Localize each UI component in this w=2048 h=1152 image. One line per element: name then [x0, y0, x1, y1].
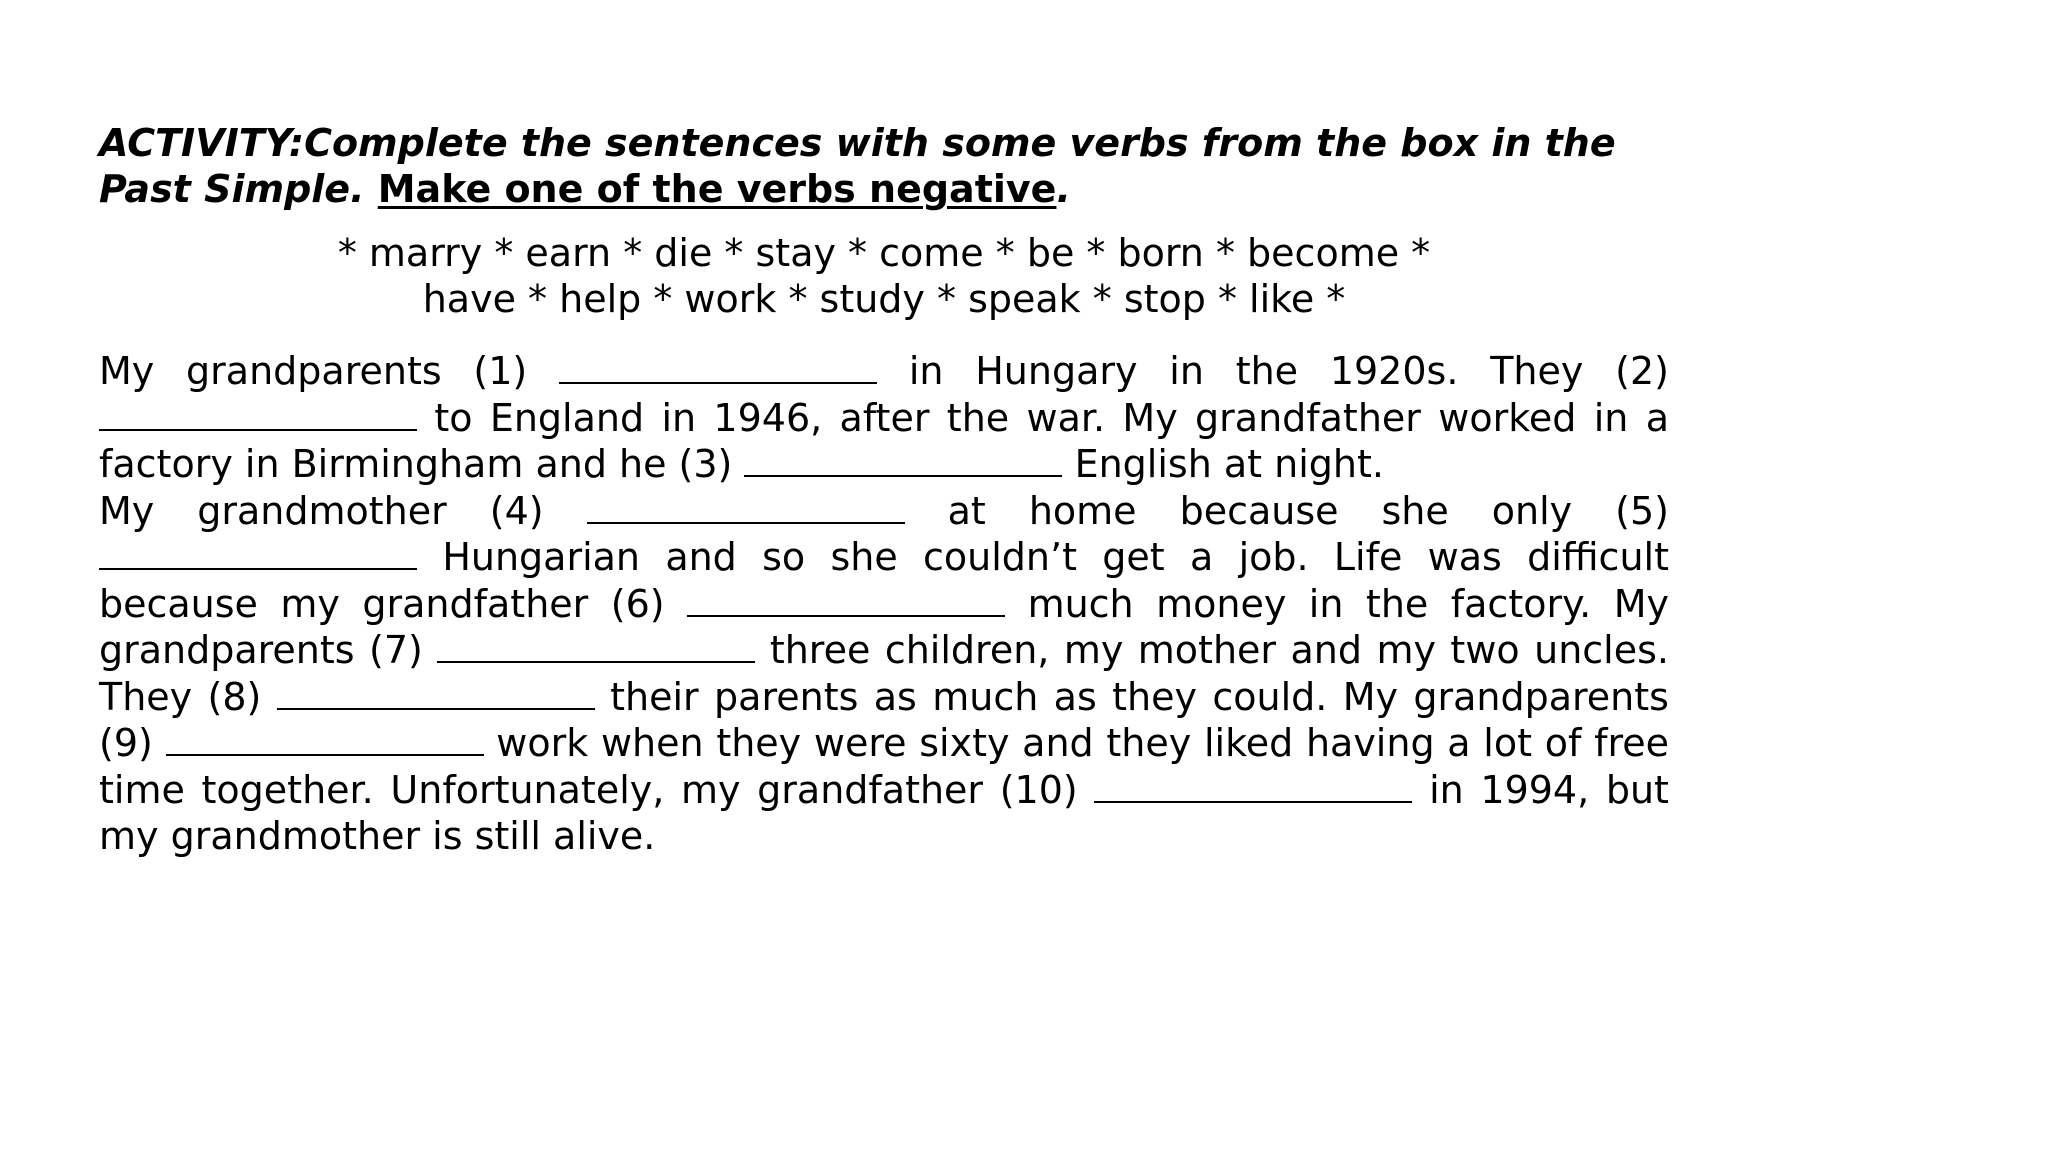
- text-segment: work when they were sixty and they liked having a lot of free time together. Unfortunately, my grandfather (10): [99, 721, 1669, 812]
- blank-6[interactable]: [687, 587, 1005, 617]
- gap-fill-passage: [99, 348, 1669, 860]
- instruction-text: ACTIVITY:Complete the sentences with some verbs from the box in the Past Simple.: [99, 121, 1616, 211]
- text-segment: to England in 1946, after the war. My grandfather worked in a factory in Birmingham and he (3): [99, 395, 1669, 486]
- blank-4[interactable]: [587, 494, 905, 524]
- text-segment: in Hungary in the 1920s. They (2): [908, 349, 1669, 393]
- blank-10[interactable]: [1094, 773, 1412, 803]
- text-segment: Hungarian and so she couldn’t get a job. Life was difficult because my grandfather (6): [99, 535, 1669, 626]
- text-segment: My grandmother (4): [99, 488, 544, 533]
- blank-9[interactable]: [166, 726, 484, 756]
- blank-7[interactable]: [437, 633, 755, 663]
- blank-3[interactable]: [744, 447, 1062, 477]
- text-segment: at home because she only (5): [947, 488, 1669, 533]
- worksheet: [99, 120, 1669, 860]
- text-segment: English at night.: [1074, 442, 1384, 486]
- verb-box-line-1: * marry * earn * die * stay * come * be * born * become *: [337, 231, 1431, 275]
- text-segment: in 1994, but my grandmother is still alive.: [99, 767, 1669, 858]
- text-segment: My grandparents (1): [99, 349, 528, 393]
- blank-2[interactable]: [99, 401, 417, 431]
- instruction-period: .: [1056, 167, 1071, 211]
- paragraph-1: [99, 348, 1669, 488]
- verb-box: [99, 230, 1669, 322]
- text-segment: much money in the factory. My grandparents (7): [99, 581, 1669, 672]
- blank-8[interactable]: [277, 680, 595, 710]
- text-segment: three children, my mother and my two uncles. They (8): [99, 628, 1669, 719]
- blank-5[interactable]: [99, 540, 417, 570]
- activity-instruction: [99, 120, 1669, 212]
- text-segment: their parents as much as they could. My grandparents (9): [99, 674, 1669, 765]
- blank-1[interactable]: [559, 354, 877, 384]
- instruction-negative-note: Make one of the verbs negative: [377, 167, 1057, 211]
- verb-box-line-2: have * help * work * study * speak * stop * like *: [422, 277, 1346, 321]
- paragraph-2: [99, 488, 1669, 860]
